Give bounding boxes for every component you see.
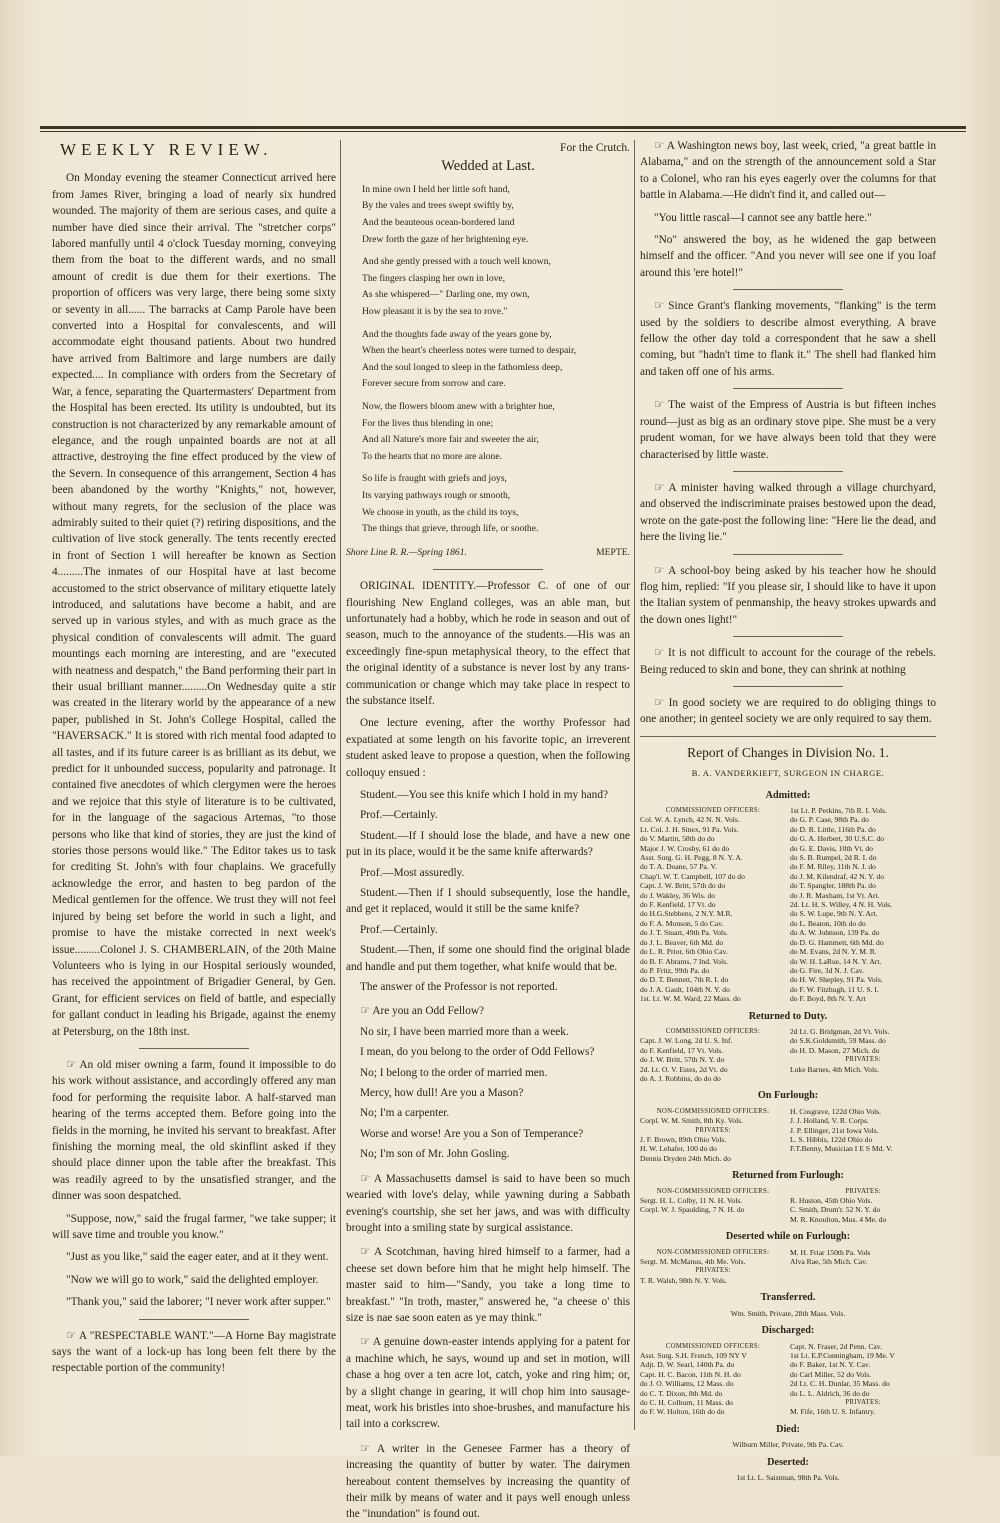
list-item: J. J. Holland, V. R. Corps. — [790, 1116, 869, 1126]
list-item: L. S. Hibbis, 122d Ohio do — [790, 1135, 873, 1144]
deserted-furlough-left — [640, 1248, 786, 1286]
list-item: M. H. Friar 150th Pa. Vols — [790, 1247, 871, 1257]
weekly-review-body: On Monday evening the steamer Connecticut arrived here from James River, bringing a load of nearly six hundred wounded. The majority of them are serious cases, and quite a number have died since their arrival. The "stretcher corps" labored manfully until 4 o'clock Tuesday morning, conveying them from the boat to the different wards, and no small amount of credit is due them for their exertions. The proportion of officers was very large, there being some sixty or seventy in all...... The barracks at Camp Parole have been converted into a Hospital for convalescents, and will accommodate eight thousand patients. About two hundred have arrived from Baltimore and large numbers are daily expected.... In compliance with orders from the Secretary of War, a fence, separating the Quartermasters' Department from the Hospital has been erected. Its utility is undoubted, but its construction is not characterized by any remarkable amount of elegance, and the rough unpainted boards are not at all attractive, destroying the fine effect produced by the view of the Severn. In consequence of this arrangement, Section 4 has been abandoned by the worthy "Knights," not, however, without many regrets, for the seclusion of the place was admirably suited to their quiet (?) retiring dispositions, and the cultivation of live stock generally. The tents recently erected in front of Section 1 will hereafter be known as Section 4.........The inmates of our Hospital have at last become accustomed to the strict observance of military etiquette lately introduced, and salutations have become a habit, and are served up in various styles, and with as much grace as the physical condition of convalescents will admit. The guard mountings each morning are interesting, and are "executed with neatness and despatch," the Band performing their part in their usual brilliant manner.........On Wednesday quite a stir was created in the literary world by the appearance of a new paper, published in St. John's College Hospital, called the "HAVERSACK." It is stored with rich mental food adapted to all tastes, and if its future career is as brilliant as its debut, we predict for it unbounded success, popularity and patronage. It contained five anecdotes of which clergymen were the heroes and we rejoice that this style of literature is to be cultivated, for in the language of the sagacious Artemas, "to those persons who like that kind of stories, they are just the kind of stories those persons would like." The Editor takes us to task for crediting St. John's with four chaplains. We gracefully acknowledge the error, and hasten to beg pardon of the Medical gentlemen for the offence. We trust they will not feel injured by being set before the world in such a light, and promise to have the mistake corrected in next week's issue.........Colonel J. S. CHAMBERLAIN, of the 20th Maine Volunteers who is lying in our Hospital seriously wounded, has received the appointment of Brigadier General, by Gen. Grant, for efficient services on field of battle, and especially for gallant conduct in leading his Brigade, against the enemy at Petersburg, on the 18th inst. — [52, 172, 336, 1038]
deserted-item: 1st Lt. L. Saistman, 98th Pa. Vols. — [736, 1472, 840, 1482]
list-item: COMMISSIONED OFFICERS: — [665, 1342, 761, 1350]
separator — [139, 1319, 249, 1320]
admitted-left — [640, 806, 786, 1004]
list-item: Alva Rae, 5th Mich. Cav. — [790, 1257, 868, 1267]
deserted-furlough-right — [790, 1248, 936, 1286]
odd-fellow-line: I mean, do you belong to the order of Odd Fellows? — [360, 1046, 595, 1059]
died-item: Wilburn Miller, Private, 9th Pa. Cav. — [732, 1440, 844, 1450]
list-item: H. W. Lehafer, 100 do do — [640, 1144, 717, 1154]
list-item: R. Huston, 45th Ohio Vols. — [790, 1196, 873, 1206]
transferred-heading: Transferred. — [760, 1292, 816, 1304]
column-3 — [640, 138, 936, 1482]
list-item: Sergt. M. McManus, 4th Me. Vols. — [640, 1257, 746, 1267]
odd-fellow-line: No; I'm son of Mr. John Gosling. — [360, 1148, 510, 1161]
list-item: do L. L. Aldrich, 36 do do — [790, 1388, 870, 1398]
returned-left — [640, 1027, 786, 1083]
list-item: NON-COMMISSIONED OFFICERS: — [656, 1248, 770, 1256]
colloquy — [346, 787, 630, 995]
newsboy-line: "You little rascal—I cannot see any battle here." — [654, 211, 872, 224]
list-item: Dennis Dryden 24th Mich. do — [640, 1153, 731, 1163]
miser-story-line: "Suppose, now," said the frugal farmer, "we take supper; it will save time and trouble you know." — [52, 1212, 336, 1241]
list-item: do G. A. Herbert, 30 U.S.C. do — [790, 834, 885, 844]
miser-story: ☞ An old miser owning a farm, found it impossible to do his work without assistance, and accordingly offered any man food for performing the requisite labor. A half-starved man hearing of the terms accepted them. Before going into the fields in the morning, he invited his servant to breakfast. After finishing the morning meal, the old skinflint asked if they should place dinner upon the table after the breakfast. This was readily agreed to by the unsatisfied stranger, and the dinner was soon despatched. — [52, 1058, 336, 1203]
list-item: do J. O. Williams, 12 Mass. do — [640, 1379, 734, 1389]
poem-stanza — [346, 472, 630, 536]
list-item: do G. P. Case, 98th Pa. do — [790, 815, 869, 825]
separator — [640, 736, 936, 737]
list-item: do F. M. Riley, 11th N. J. do — [790, 862, 876, 872]
list-item: Capt. J. W. Britt, 57th do do — [640, 881, 726, 891]
discharged-list — [640, 1342, 936, 1417]
top-rule-thin — [40, 131, 966, 132]
list-item: PRIVATES: — [695, 1126, 731, 1134]
furlough-list — [640, 1107, 936, 1163]
returned-furlough-heading: Returned from Furlough: — [732, 1170, 844, 1182]
list-item: PRIVATES: — [845, 1056, 881, 1064]
colloquy-line: Student.—If I should lose the blade, and have a new one put in its place, would it be the same knife afterwards? — [346, 829, 630, 859]
colloquy-line: Student.—You see this knife which I hold in my hand? — [360, 788, 608, 801]
poem-line: In mine own I held her little soft hand, — [362, 183, 510, 195]
list-item: do C. H. Colburn, 11 Mass. do — [640, 1397, 733, 1407]
list-item: do H.G.Stebbens, 2 N.Y. M.R. — [640, 909, 733, 919]
column-divider-1 — [340, 140, 341, 1430]
list-item: Adjt. D. W. Searl, 140th Pa. do — [640, 1360, 735, 1370]
returned-furlough-right — [790, 1187, 936, 1225]
discharged-heading: Discharged: — [761, 1325, 815, 1337]
list-item: M. Fife, 16th U. S. Infantry. — [790, 1407, 876, 1417]
returned-furlough-left — [640, 1187, 786, 1225]
list-item: do W. H. LaRue, 14 N. Y. Art. — [790, 956, 882, 966]
massachusetts-story: ☞ A Massachusetts damsel is said to have been so much wearied with love's delay, while yawning during a Sabbath evening's courtship, she set her jaws, and was with difficulty brought into a smiling state by surgical assistance. — [346, 1172, 630, 1234]
colloquy-line: The answer of the Professor is not reported. — [360, 981, 558, 994]
colloquy-line: Prof.—Most assuredly. — [360, 866, 465, 879]
identity-story: ORIGINAL IDENTITY.—Professor C. of one of our flourishing New England colleges, was an able man, but unfortunately had a hobby, which he rode in season and out of season, much to the annoyance of the students.—His was an exceedingly fine-spun metaphysical theory, to the effect that the original identity of a substance is never lost by any trans-communication or change which may take place in respect to the substance itself. — [346, 580, 630, 707]
poem-line: For the lives thus blending in one; — [362, 417, 494, 429]
colloquy-line: Prof.—Certainly. — [360, 923, 438, 936]
list-item: do S. W. Lupe, 9th N. Y. Art. — [790, 909, 878, 919]
odd-fellow-line: Mercy, how dull! Are you a Mason? — [360, 1087, 524, 1100]
colloquy-line: Prof.—Certainly. — [360, 809, 438, 822]
miser-story-line: "Now we will go to work," said the delighted employer. — [66, 1273, 319, 1286]
list-item: do L. Beaton, 10th do do — [790, 918, 866, 928]
poem-author: MEPTE. — [596, 546, 630, 558]
poem-line: And the beauteous ocean-bordered land — [362, 217, 515, 228]
discharged-left — [640, 1342, 786, 1417]
list-item: M. R. Knoulton, Mus. 4 Me. do — [790, 1214, 887, 1224]
list-item: do A. W. Johnson, 139 Pa. do — [790, 928, 880, 938]
list-item: Col. W. A. Lynch, 42 N. N. Vols. — [640, 815, 740, 825]
list-item: 2d Lt. C. H. Dunlar, 35 Mass. do — [790, 1379, 890, 1389]
list-item: Sergt. H. L. Colby, 11 N. H. Vols. — [640, 1196, 743, 1206]
downeaster-story: ☞ A genuine down-easter intends applying for a patent for a machine which, he says, wound up and set in motion, will chase a hog over a ten acre lot, catch, yoke and ring him; or, by a slight change in gearing, it will chop him into sausage-meat, work his bristles into shoe-brushes, and manufacture his tail into a corkscrew. — [346, 1336, 630, 1431]
separator — [733, 686, 843, 687]
transferred-item: Wm. Smith, Private, 28th Mass. Vols. — [730, 1308, 846, 1318]
list-item: 2d. Lt. H. S. Willey, 4 N. H. Vols. — [790, 900, 893, 910]
list-item: do F. A. Monson, 5 do Cav. — [640, 918, 724, 928]
list-item: do F. W. Fitzhugh, 11 U. S. I. — [790, 984, 879, 994]
newsboy-line: "No" answered the boy, as he widened the gap between himself and the officer. "And you never will see one if you loaf around this 'ere hotel!" — [640, 234, 936, 279]
furlough-left — [640, 1107, 786, 1163]
list-item: Capt. H. C. Bacon, 11th N. H. do — [640, 1369, 741, 1379]
admitted-right — [790, 806, 936, 1004]
list-item: PRIVATES: — [845, 1187, 881, 1195]
scotchman-story: ☞ A Scotchman, having hired himself to a farmer, had a cheese set down before him that he might help himself. The master said to him—"Sandy, you take a long time to breakfast." "In troth, master," answered he, "a cheese o' this size is nae sae soon eaten as ye may think." — [346, 1246, 630, 1324]
list-item: do J. M. Kilendraf, 42 N. Y. do — [790, 871, 885, 881]
newsboy-story: ☞ A Washington news boy, last week, cried, "a great battle in Alabama," and on the strength of the announcement sold a Star to a Colonel, who ran his eyes eagerly over the columns for that battle in Alabama.—He didn't find it, and called out— — [640, 140, 936, 202]
poem-line: We choose in youth, as the child its toys, — [362, 506, 519, 518]
list-item: do G. E. Davis, 10th Vt. do — [790, 843, 873, 853]
furlough-heading: On Furlough: — [757, 1090, 819, 1102]
list-item: Asst. Surg. G. H. Pegg, 8 N. Y. A. — [640, 853, 743, 863]
list-item: do F. W. Holton, 16th do do — [640, 1407, 725, 1417]
furlough-right — [790, 1107, 936, 1163]
list-item: NON-COMMISSIONED OFFICERS: — [656, 1187, 770, 1195]
separator — [433, 569, 543, 570]
list-item: do B. F. Abrams, 7 Ind. Vols. — [640, 956, 728, 966]
list-item: do D. T. Bennett, 7th R. I. do — [640, 975, 729, 985]
list-item: do S.K.Goldsmith, 59 Mass. do — [790, 1036, 886, 1046]
list-item: do C. T. Dixon, 8th Md. do — [640, 1388, 723, 1398]
poem-place: Shore Line R. R.—Spring 1861. — [346, 546, 467, 558]
poem-signature — [346, 545, 630, 561]
list-item: do T. Spangler, 188th Pa. do — [790, 881, 876, 891]
empress-story: ☞ The waist of the Empress of Austria is but fifteen inches round—just as big as an ordinary stove pipe. She must be a very prudent woman, for we have always been told that they were characterised by little waste. — [640, 399, 936, 461]
returned-furlough-list — [640, 1187, 936, 1225]
returned-right — [790, 1027, 936, 1083]
list-item: do F. Boyd, 8th N. Y. Art — [790, 994, 866, 1004]
lecture-story: One lecture evening, after the worthy Professor had expatiated at some length on his favorite topic, an irreverent student asked leave to propose a question, when the following colloquy ensued : — [346, 717, 630, 779]
poem-stanza — [346, 328, 630, 392]
miser-story-line: "Just as you like," said the eager eater, and at it they went. — [66, 1251, 329, 1264]
list-item: do S. B. Rumpel, 2d R. I. do — [790, 853, 877, 863]
separator — [733, 471, 843, 472]
list-item: do V. Martin, 58th do do — [640, 834, 715, 844]
odd-fellow-line: ☞ Are you an Odd Fellow? — [360, 1005, 485, 1018]
list-item: T. R. Walsh, 98th N. Y. Vols. — [640, 1275, 728, 1285]
poem-line: So life is fraught with griefs and joys, — [362, 473, 507, 485]
list-item: J. P. Ellinger, 21st Iowa Vols. — [790, 1125, 879, 1135]
poem-stanza — [346, 400, 630, 464]
returned-list — [640, 1027, 936, 1083]
list-item: 2d Lt. G. Bridgman, 2d Vt. Vols. — [790, 1026, 890, 1036]
list-item: do J. W. Britt, 57th N. Y. do — [640, 1055, 725, 1065]
poem-stanza — [346, 183, 630, 247]
poem-line: And the thoughts fade away of the years gone by, — [362, 328, 552, 340]
list-item: PRIVATES: — [845, 1398, 881, 1406]
odd-fellow-line: Worse and worse! Are you a Son of Temperance? — [360, 1127, 584, 1140]
list-item: do J. L. Beaver, 6th Md. do — [640, 937, 724, 947]
list-item: do H. W. Shepley, 91 Pa. Vols. — [790, 975, 883, 985]
poem-line: How pleasant it is by the sea to rove." — [362, 305, 508, 317]
list-item: do D. R. Little, 116th Pa. do — [790, 824, 876, 834]
odd-fellow-line: No; I'm a carpenter. — [360, 1107, 450, 1120]
masthead: WEEKLY REVIEW. — [60, 140, 273, 159]
poem-line: Its varying pathways rough or smooth, — [362, 489, 511, 501]
list-item: Chap'l. W. T. Campbell, 107 do do — [640, 871, 745, 881]
list-item: do P. Fritz, 99th Pa. do — [640, 965, 710, 975]
list-item: do M. Evans, 2d N. Y. M. R. — [790, 947, 877, 957]
poem-line: Drew forth the gaze of her brightening eye. — [362, 233, 529, 245]
list-item: do A. J. Robbins, do do do — [640, 1073, 721, 1083]
rebels-story: ☞ It is not difficult to account for the courage of the rebels. Being reduced to skin and bone, they can shrink at nothing — [640, 647, 936, 676]
separator — [733, 289, 843, 290]
list-item: do J. A. Gault, 104th N. Y. do — [640, 984, 730, 994]
poem-line: By the vales and trees swept swiftly by, — [362, 200, 514, 212]
deserted-heading: Deserted: — [767, 1456, 809, 1468]
poem-line: To the hearts that no more are alone. — [362, 450, 502, 462]
returned-caption: COMMISSIONED OFFICERS: — [665, 1027, 761, 1035]
list-item: do L. R. Prior, 6th Ohio Cav. — [640, 947, 728, 957]
odd-fellow-line: No sir, I have been married more than a week. — [360, 1025, 569, 1038]
admitted-caption: COMMISSIONED OFFICERS: — [665, 807, 761, 814]
poem-line: And all Nature's more fair and sweeter the air, — [362, 434, 539, 446]
list-item: do H. D. Mason, 27 Mich. do — [790, 1045, 880, 1055]
column-divider-2 — [634, 140, 635, 1430]
deserted-furlough-list — [640, 1248, 936, 1286]
list-item: do T. A. Doane, 57 Pa. V. — [640, 862, 717, 872]
admitted-list — [640, 806, 936, 1004]
miser-story-line: "Thank you," said the laborer; "I never work after supper." — [66, 1296, 331, 1309]
respectable-want: ☞ A "RESPECTABLE WANT."—A Horne Bay magistrate says the want of a lock-up has long been felt there by the respectable portion of the community! — [52, 1329, 336, 1375]
flanking-story: ☞ Since Grant's flanking movements, "flanking" is the term used by the soldiers to describe almost everything. A brave fellow the other day told a correspondent that he saw a shell coming, but "hadn't time to flank it." The shell had flanked him and taken off one of his arms. — [640, 300, 936, 378]
poem-line: As she whispered—" Darling one, my own, — [362, 289, 530, 301]
column-2 — [346, 138, 630, 1521]
poem-line: And the soul longed to sleep in the fathomless deep, — [362, 361, 563, 373]
list-item: do J. R. Maxham, 1st Vt. Art. — [790, 890, 880, 900]
poem-line: The things that grieve, through life, or soothe. — [362, 523, 539, 535]
list-item: do Carl Miller, 52 do Vols. — [790, 1369, 872, 1379]
colloquy-line: Student.—Then if I should subsequently, lose the handle, and get it replaced, would it still be the same knife? — [346, 887, 630, 916]
deserted-furlough-heading: Deserted while on Furlough: — [725, 1231, 851, 1243]
discharged-right — [790, 1342, 936, 1417]
list-item: F.T.Benny, Musician I E S Md. V. — [790, 1144, 893, 1154]
poem-line: Forever secure from sorrow and care. — [362, 378, 506, 390]
list-item: J. F. Brown, 89th Ohio Vols. — [640, 1135, 727, 1144]
list-item: Corpl. W. M. Smith, 8th Ky. Vols. — [640, 1116, 744, 1126]
list-item: 1st Lt. E.P.Cunningham, 19 Me. V — [790, 1350, 895, 1360]
schoolboy-story: ☞ A school-boy being asked by his teacher how he should flog him, replied: "If you please sir, I should like to have it upon the Italian system of penmanship, the heavy strokes upwards and the down ones light!" — [640, 564, 936, 626]
poem-body — [346, 183, 630, 561]
minister-story: ☞ A minister having walked through a village churchyard, and observed the indiscriminate praises bestowed upon the dead, wrote on the gate-post the following line: "Here lie the dead, and here the living lie." — [640, 481, 936, 544]
report-subtitle: B. A. VANDERKIEFT, SURGEON IN CHARGE. — [691, 768, 885, 779]
poem-line: Now, the flowers bloom anew with a brighter hue, — [362, 400, 555, 412]
separator — [733, 636, 843, 637]
list-item: do G. Fire, 3d N. J. Cav. — [790, 965, 864, 975]
separator — [733, 554, 843, 555]
separator — [733, 388, 843, 389]
list-item: do F. Baker, 1st N. Y. Cav. — [790, 1360, 871, 1370]
list-item: NON-COMMISSIONED OFFICERS: — [656, 1107, 770, 1115]
separator — [139, 1048, 249, 1049]
top-rule — [40, 126, 966, 129]
report-title: Report of Changes in Division No. 1. — [687, 744, 889, 760]
list-item: 2d. Lt. O. V. Estes, 2d Vt. do — [640, 1064, 728, 1074]
list-item: C. Smith, Drum'r. 52 N. Y. do — [790, 1205, 881, 1215]
column-1 — [52, 138, 336, 1438]
list-item: Asst. Surg. S.H. French, 109 NY V — [640, 1350, 747, 1360]
list-item: do J. T. Stuart, 49th Pa. Vols. — [640, 928, 728, 938]
list-item: Capt. J. W. Long, 2d U. S. Inf. — [640, 1036, 733, 1046]
returned-heading: Returned to Duty. — [748, 1010, 828, 1022]
poem-source: For the Crutch. — [560, 142, 630, 154]
odd-fellow-line: No; I belong to the order of married men. — [360, 1066, 548, 1079]
list-item: 1st Lt. P. Perkins, 7th R. I. Vols. — [790, 806, 887, 815]
list-item: Corpl. W. J. Spaulding, 7 N. H. do — [640, 1205, 745, 1215]
colloquy-line: Student.—Then, if some one should find the original blade and handle and put them together, what knife would that be. — [346, 944, 630, 973]
poem-stanza — [346, 255, 630, 319]
society-story: ☞ In good society we are required to do obliging things to one another; in genteel society we are only required to say them. — [640, 696, 936, 726]
list-item: Major J. W. Crosby, 61 do do — [640, 843, 730, 853]
poem-line: When the heart's cheerless notes were turned to despair, — [362, 345, 577, 357]
odd-fellow-story — [346, 1003, 630, 1162]
list-item: 1st. Lt. W. M. Ward, 22 Mass. do — [640, 994, 741, 1004]
list-item: do D. G. Hammett, 6th Md. do — [790, 937, 884, 947]
list-item: H. Cosgrave, 122d Ohio Vols. — [790, 1106, 882, 1116]
genesee-story: ☞ A writer in the Genesee Farmer has a theory of increasing the quantity of butter by water. The dairymen hereabout content themselves by increasing the quantity of their milk by means of water and it pays well enough unless the "inundation" is found out. — [346, 1442, 630, 1521]
poem-line: And she gently pressed with a touch well known, — [362, 256, 551, 268]
list-item: do F. Kenfield, 17 Vt. Vols. — [640, 1045, 724, 1055]
list-item: do J. Wakley, 36 Wis. do — [640, 890, 716, 900]
list-item: do F. Kenfield, 17 Vt. do — [640, 900, 716, 910]
list-item: Capt. N. Fraser, 2d Penn. Cav. — [790, 1341, 883, 1351]
died-heading: Died: — [776, 1423, 800, 1435]
list-item: Luke Barnes, 4th Mich. Vols. — [790, 1064, 879, 1074]
poem-line: The fingers clasping her own in love, — [362, 272, 506, 284]
list-item: PRIVATES: — [695, 1267, 731, 1275]
admitted-heading: Admitted: — [765, 789, 811, 801]
poem-title: Wedded at Last. — [441, 158, 535, 175]
list-item: Lt. Col. J. H. Sinex, 91 Pa. Vols. — [640, 824, 739, 834]
